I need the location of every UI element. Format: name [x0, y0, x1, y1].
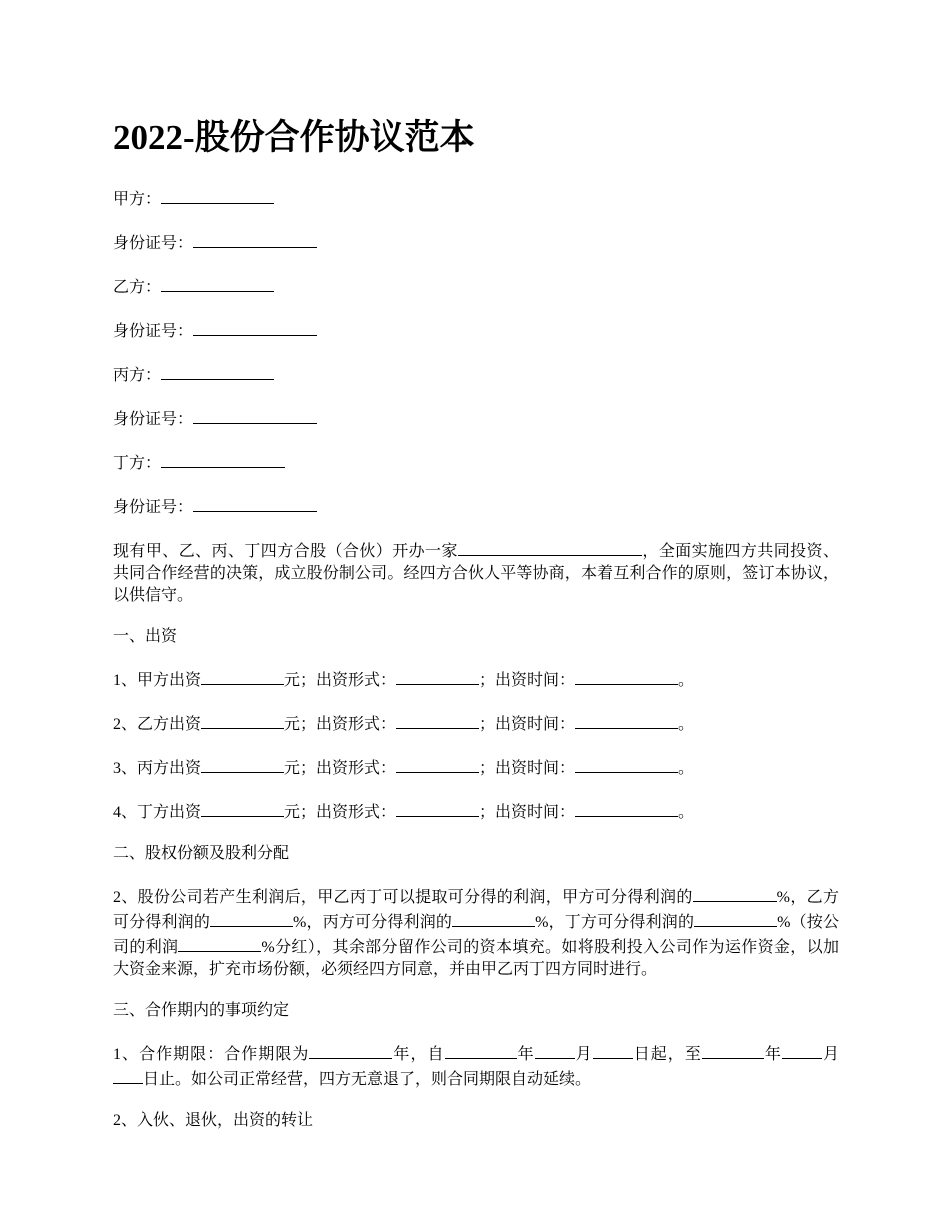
time-blank[interactable]	[575, 755, 678, 773]
time-blank[interactable]	[575, 711, 678, 729]
capital-time-label: ；出资时间：	[479, 760, 576, 777]
item-partnership-transfer: 2、入伙、退伙，出资的转让	[113, 1112, 314, 1129]
capital-item-4	[113, 799, 839, 824]
start-year-blank[interactable]	[445, 1041, 517, 1059]
party-c-label: 丙方：	[113, 367, 162, 384]
term-text-8: 日止。如公司正常经营，四方无意退了，则合同期限自动延续。	[143, 1071, 592, 1088]
capital-prefix: 1、甲方出资	[113, 672, 202, 689]
party-a-id-line	[113, 230, 839, 255]
capital-form-label: 元；出资形式：	[284, 804, 397, 821]
profit-paragraph	[113, 884, 839, 981]
capital-time-label: ；出资时间：	[479, 804, 576, 821]
party-b-id-line	[113, 318, 839, 343]
section-heading-terms: 三、合作期内的事项约定	[113, 1002, 290, 1019]
party-c-id-line	[113, 406, 839, 431]
party-a-line	[113, 186, 839, 211]
document-page	[113, 112, 839, 1151]
term-text-1: 1、合作期限：合作期限为	[113, 1046, 310, 1063]
time-blank[interactable]	[575, 799, 678, 817]
intro-text-1: 现有甲、乙、丙、丁四方合股（合伙）开办一家	[113, 543, 458, 560]
intro-paragraph	[113, 538, 839, 607]
term-text-6: 年	[763, 1046, 782, 1063]
capital-form-label: 元；出资形式：	[284, 716, 397, 733]
party-d-label: 丁方：	[113, 455, 162, 472]
end-year-blank[interactable]	[702, 1041, 764, 1059]
party-a-label: 甲方：	[113, 191, 162, 208]
profit-text-3: %，丙方可分得利润的	[293, 914, 453, 931]
form-blank[interactable]	[396, 667, 479, 685]
term-text-4: 月	[574, 1046, 593, 1063]
profit-text-2: %，乙方可分得利润的	[113, 889, 839, 931]
party-d-id-blank[interactable]	[193, 494, 317, 512]
capital-item-3	[113, 755, 839, 780]
profit-b-blank[interactable]	[210, 909, 293, 927]
profit-d-blank[interactable]	[694, 909, 777, 927]
party-b-label: 乙方：	[113, 279, 162, 296]
start-day-blank[interactable]	[593, 1041, 633, 1059]
party-d-id-label: 身份证号：	[113, 499, 194, 516]
form-blank[interactable]	[396, 711, 479, 729]
time-blank[interactable]	[575, 667, 678, 685]
party-d-id-line	[113, 494, 839, 519]
capital-end: 。	[678, 672, 695, 689]
profit-c-blank[interactable]	[452, 909, 535, 927]
party-b-id-label: 身份证号：	[113, 323, 194, 340]
capital-end: 。	[678, 760, 695, 777]
profit-a-blank[interactable]	[693, 884, 777, 902]
start-month-blank[interactable]	[535, 1041, 575, 1059]
profit-text-6: %分红），其余部分留作公司的资本填充。如将股利投入公司作为运作资金，以加大资金来源，扩充市场份额，必须经四方同意，并由甲乙丙丁四方同时进行。	[113, 939, 839, 978]
amount-blank[interactable]	[201, 711, 284, 729]
capital-prefix: 3、丙方出资	[113, 760, 202, 777]
party-a-id-blank[interactable]	[193, 230, 317, 248]
amount-blank[interactable]	[201, 755, 284, 773]
end-day-blank[interactable]	[113, 1066, 143, 1084]
party-c-blank[interactable]	[161, 362, 274, 380]
profit-text-1: 2、股份公司若产生利润后，甲乙丙丁可以提取可分得的利润，甲方可分得利润的	[113, 889, 693, 906]
capital-form-label: 元；出资形式：	[284, 672, 397, 689]
company-name-blank[interactable]	[458, 538, 642, 556]
party-b-id-blank[interactable]	[193, 318, 317, 336]
form-blank[interactable]	[396, 799, 479, 817]
amount-blank[interactable]	[201, 799, 284, 817]
section-heading-capital: 一、出资	[113, 628, 178, 645]
section-heading-equity: 二、股权份额及股利分配	[113, 845, 290, 862]
capital-end: 。	[678, 804, 695, 821]
term-text-7: 月	[821, 1046, 839, 1063]
party-d-blank[interactable]	[161, 450, 285, 468]
capital-prefix: 4、丁方出资	[113, 804, 202, 821]
party-a-id-label: 身份证号：	[113, 235, 194, 252]
term-years-blank[interactable]	[309, 1041, 392, 1059]
party-c-id-blank[interactable]	[193, 406, 317, 424]
capital-form-label: 元；出资形式：	[284, 760, 397, 777]
term-text-5: 日起，至	[632, 1046, 702, 1063]
party-d-line	[113, 450, 839, 475]
party-c-id-label: 身份证号：	[113, 411, 194, 428]
capital-item-2	[113, 711, 839, 736]
intro-text-2: ，全面实施四方共同投资、共同合作经营的决策，成立股份制公司。经四方合伙人平等协商，本着互利合作的原则，签订本协议，以供信守。	[113, 543, 839, 604]
party-c-line	[113, 362, 839, 387]
capital-end: 。	[678, 716, 695, 733]
capital-time-label: ；出资时间：	[479, 716, 576, 733]
capital-time-label: ；出资时间：	[479, 672, 576, 689]
party-a-blank[interactable]	[161, 186, 274, 204]
term-paragraph	[113, 1041, 839, 1091]
amount-blank[interactable]	[201, 667, 284, 685]
party-b-line	[113, 274, 839, 299]
page-title: 2022-股份合作协议范本	[113, 118, 475, 157]
profit-text-4: %，丁方可分得利润的	[535, 914, 695, 931]
party-b-blank[interactable]	[161, 274, 274, 292]
profit-text-5: %（按公司的利润	[113, 914, 839, 956]
capital-prefix: 2、乙方出资	[113, 716, 202, 733]
term-text-2: 年，自	[392, 1046, 445, 1063]
form-blank[interactable]	[396, 755, 479, 773]
end-month-blank[interactable]	[782, 1041, 822, 1059]
term-text-3: 年	[516, 1046, 535, 1063]
profit-rate-blank[interactable]	[178, 934, 261, 952]
capital-item-1	[113, 667, 839, 692]
